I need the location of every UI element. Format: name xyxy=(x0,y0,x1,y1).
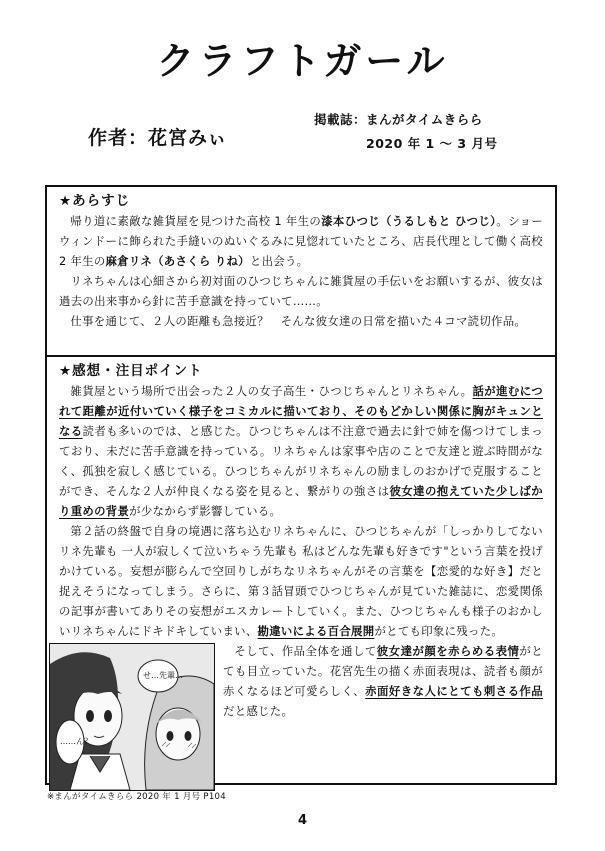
speech-bubble-2: ……ん？ xyxy=(60,737,92,746)
synopsis-paragraph-1 xyxy=(59,211,543,271)
text-run: 読者も多いのでは、と感じた。ひつじちゃんは不注意で過去に針で姉を傷つけてしまっており、未だに苦手意識を持っている。リネちゃんは家事や店のことで友達と遊ぶ時間がなく、孤独を寂しく感じている。ひつじちゃんがリネちゃんの励ましのおかげで克服することができ、そんな２人が仲良くなる姿を見ると、繋がりの強さは xyxy=(59,424,543,498)
text-run: 雑貨屋という場所で出会った２人の女子高生・ひつじちゃんとリネちゃん。 xyxy=(70,384,473,398)
character-name-hitsuji: 漆本ひつじ（うるしもと ひつじ） xyxy=(321,214,497,228)
text-run: 第２話の終盤で自身の境遇に落ち込むリネちゃんに、ひつじちゃんが「しっかりしてないリネ先輩も 一人が寂しくて泣いちゃう先輩も 私はどんな先輩も好きです"という言葉を投げかけている。妄想が膨らんで空回りしがちなリネちゃんがその言葉を【恋愛的な好き】だと捉えそうになってしまう。さらに、第３話冒頭でひつじちゃんが見ていた雑誌に、恋愛関係の記事が書いてありその妄想がエスカレートしていく。また、ひつじちゃんも様子のおかしいリネちゃんにドキドキしていまい、 xyxy=(59,524,543,638)
page-number: 4 xyxy=(297,813,308,828)
text-run: が少なからず影響している。 xyxy=(129,504,282,518)
text-run: がとても印象に残った。 xyxy=(374,624,504,638)
page-title: クラフトガール xyxy=(156,39,449,83)
manga-panel-image xyxy=(49,643,215,791)
text-run: 。ショーウィンドーに飾られた手縫いのぬいぐるみに見惚れていたところ、店長代理として働く高校 2 年生の xyxy=(59,214,543,268)
manga-illustration xyxy=(50,644,214,790)
impressions-paragraph-2 xyxy=(59,521,543,641)
highlight-text: 彼女達の抱えていた少しばかり重めの背景 xyxy=(59,484,544,518)
synopsis-section xyxy=(47,187,555,357)
highlight-text: 彼女達が顔を赤らめる表情 xyxy=(376,644,520,658)
magazine-info xyxy=(314,108,497,156)
synopsis-paragraph-3: 仕事を通じて、２人の距離も急接近？ そんな彼女達の日常を描いた４コマ読切作品。 xyxy=(70,314,527,328)
character-name-rine: 麻倉リネ（あさくら りね） xyxy=(105,254,250,268)
highlight-text: 赤面好きな人にとても刺さる作品 xyxy=(365,684,543,698)
text-run: 帰り道に素敵な雑貨屋を見つけた高校 1 年生の xyxy=(70,214,322,228)
magazine-name: 掲載誌：まんがタイムきらら xyxy=(314,112,483,127)
highlight-text: 勘違いによる百合展開 xyxy=(257,624,375,638)
highlight-text: 話が進むにつれて距離が近付いていく様子をコミカルに描いており、そのもどかしい関係に胸がキュンとなる xyxy=(59,384,543,438)
review-box xyxy=(45,185,557,785)
text-run: と出会う。 xyxy=(249,254,309,268)
text-run: そして、作品全体を通して xyxy=(234,644,377,658)
author-line: 作者：花宮みぃ xyxy=(88,127,228,149)
synopsis-paragraph-2: リネちゃんは心細さから初対面のひつじちゃんに雑貨屋の手伝いをお願いするが、彼女は過去の出来事から針に苦手意識を持っていて……。 xyxy=(59,274,543,308)
magazine-issue: 2020 年 1 ～ 3 月号 xyxy=(366,136,498,151)
text-run: がとても目立っていた。花宮先生の描く赤面表現は、読者も顔が赤くなるほど可愛らしく、 xyxy=(223,644,543,698)
impressions-heading: ★感想・注目ポイント xyxy=(59,363,203,379)
impressions-paragraph-1 xyxy=(59,381,543,521)
synopsis-heading: ★あらすじ xyxy=(59,193,131,209)
speech-bubble-1: せ…先輩… xyxy=(143,671,183,680)
image-credit: ※まんがタイムきらら 2020 年 1 月号 P104 xyxy=(47,792,226,802)
impressions-section xyxy=(47,357,555,783)
text-run: だと感じた。 xyxy=(223,704,294,718)
